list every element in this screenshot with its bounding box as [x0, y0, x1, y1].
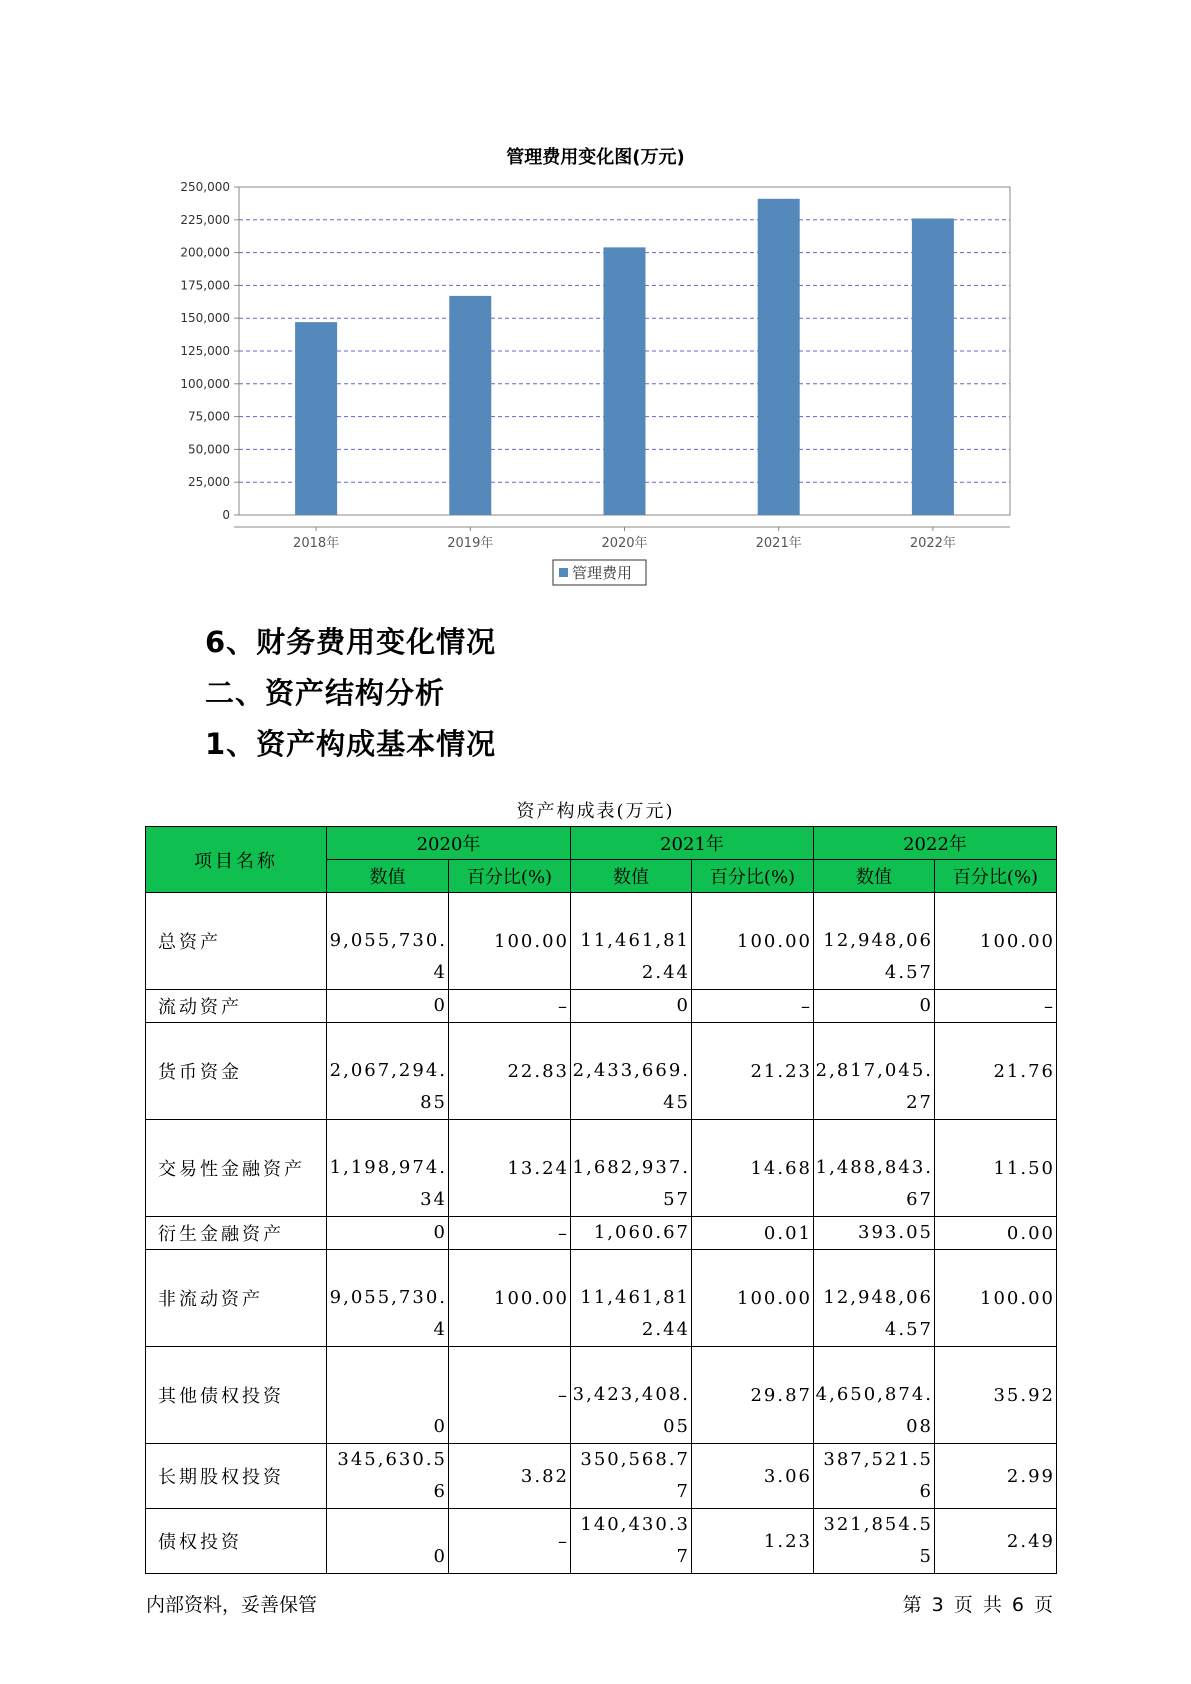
value-cell: 0 — [327, 1509, 449, 1574]
percent-cell: 2.49 — [935, 1509, 1057, 1574]
percent-cell: 2.99 — [935, 1444, 1057, 1509]
header-value: 数值 — [814, 860, 935, 893]
percent-cell: – — [449, 990, 571, 1023]
bar — [449, 296, 491, 515]
header-percent: 百分比(%) — [692, 860, 814, 893]
percent-cell: 100.00 — [935, 893, 1057, 990]
y-tick-label: 200,000 — [180, 245, 230, 260]
table-row — [146, 893, 1057, 990]
percent-cell: 14.68 — [692, 1120, 814, 1217]
legend-label: 管理费用 — [572, 564, 633, 582]
percent-cell: – — [449, 1217, 571, 1250]
value-cell: 1,488,843.67 — [814, 1120, 935, 1217]
value-cell: 12,948,064.57 — [814, 893, 935, 990]
bar — [912, 218, 954, 515]
row-label: 债权投资 — [146, 1509, 327, 1574]
header-year-2021: 2021年 — [571, 827, 814, 860]
value-cell: 3,423,408.05 — [571, 1347, 692, 1444]
row-label: 衍生金融资产 — [146, 1217, 327, 1250]
table-row — [146, 1023, 1057, 1120]
section-heading-asset-structure: 二、资产结构分析 — [205, 676, 446, 710]
y-tick-label: 175,000 — [180, 278, 230, 293]
x-tick-label: 2020年 — [601, 536, 648, 551]
header-value: 数值 — [571, 860, 692, 893]
percent-cell: 13.24 — [449, 1120, 571, 1217]
bar — [604, 247, 646, 515]
value-cell: 350,568.77 — [571, 1444, 692, 1509]
value-cell: 11,461,812.44 — [571, 893, 692, 990]
section-heading-finance-cost: 6、财务费用变化情况 — [205, 625, 497, 659]
percent-cell: 11.50 — [935, 1120, 1057, 1217]
value-cell: 0 — [327, 1347, 449, 1444]
percent-cell: 0.01 — [692, 1217, 814, 1250]
x-tick-label: 2021年 — [755, 536, 802, 551]
y-tick-label: 50,000 — [188, 442, 230, 457]
bar — [295, 322, 337, 515]
y-tick-label: 250,000 — [180, 180, 230, 194]
value-cell: 2,817,045.27 — [814, 1023, 935, 1120]
percent-cell: 0.00 — [935, 1217, 1057, 1250]
row-label: 货币资金 — [146, 1023, 327, 1120]
x-tick-label: 2019年 — [447, 536, 494, 551]
percent-cell: – — [935, 990, 1057, 1023]
bar-chart — [0, 0, 1191, 600]
table-row — [146, 1217, 1057, 1250]
value-cell: 9,055,730.4 — [327, 1250, 449, 1347]
footer-confidential-note: 内部资料，妥善保管 — [146, 1594, 318, 1616]
x-tick-label: 2022年 — [909, 536, 956, 551]
value-cell: 2,067,294.85 — [327, 1023, 449, 1120]
y-tick-label: 150,000 — [180, 311, 230, 326]
footer-page-number: 第 3 页 共 6 页 — [902, 1594, 1053, 1616]
value-cell: 12,948,064.57 — [814, 1250, 935, 1347]
percent-cell: 100.00 — [449, 1250, 571, 1347]
percent-cell: 100.00 — [449, 893, 571, 990]
percent-cell: – — [692, 990, 814, 1023]
value-cell: 1,060.67 — [571, 1217, 692, 1250]
percent-cell: 21.76 — [935, 1023, 1057, 1120]
value-cell: 1,682,937.57 — [571, 1120, 692, 1217]
y-tick-label: 225,000 — [180, 212, 230, 227]
value-cell: 4,650,874.08 — [814, 1347, 935, 1444]
value-cell: 2,433,669.45 — [571, 1023, 692, 1120]
header-percent: 百分比(%) — [449, 860, 571, 893]
value-cell: 9,055,730.4 — [327, 893, 449, 990]
chart-title: 管理费用变化图(万元) — [506, 147, 685, 168]
x-tick-label: 2018年 — [293, 536, 340, 551]
value-cell: 11,461,812.44 — [571, 1250, 692, 1347]
table-caption: 资产构成表(万元) — [516, 801, 675, 822]
row-label: 非流动资产 — [146, 1250, 327, 1347]
row-label: 长期股权投资 — [146, 1444, 327, 1509]
value-cell: 0 — [327, 1217, 449, 1250]
table-row — [146, 1347, 1057, 1444]
row-label: 交易性金融资产 — [146, 1120, 327, 1217]
asset-composition-table — [145, 826, 1057, 1574]
y-tick-label: 25,000 — [188, 475, 230, 490]
percent-cell: 29.87 — [692, 1347, 814, 1444]
section-heading-asset-composition: 1、资产构成基本情况 — [205, 727, 497, 761]
percent-cell: 3.82 — [449, 1444, 571, 1509]
table-row — [146, 990, 1057, 1023]
percent-cell: 22.83 — [449, 1023, 571, 1120]
table-row — [146, 1444, 1057, 1509]
percent-cell: 100.00 — [692, 893, 814, 990]
percent-cell: 100.00 — [935, 1250, 1057, 1347]
table-row — [146, 1120, 1057, 1217]
percent-cell: – — [449, 1347, 571, 1444]
row-label: 其他债权投资 — [146, 1347, 327, 1444]
percent-cell: – — [449, 1509, 571, 1574]
value-cell: 387,521.56 — [814, 1444, 935, 1509]
y-tick-label: 125,000 — [180, 344, 230, 358]
value-cell: 321,854.55 — [814, 1509, 935, 1574]
value-cell: 0 — [814, 990, 935, 1023]
row-label: 流动资产 — [146, 990, 327, 1023]
value-cell: 0 — [571, 990, 692, 1023]
header-percent: 百分比(%) — [935, 860, 1057, 893]
percent-cell: 1.23 — [692, 1509, 814, 1574]
percent-cell: 3.06 — [692, 1444, 814, 1509]
y-tick-label: 100,000 — [180, 376, 230, 391]
percent-cell: 100.00 — [692, 1250, 814, 1347]
header-year-2020: 2020年 — [327, 827, 571, 860]
percent-cell: 21.23 — [692, 1023, 814, 1120]
header-item-name: 项目名称 — [146, 827, 327, 893]
y-tick-label: 0 — [222, 508, 230, 522]
value-cell: 393.05 — [814, 1217, 935, 1250]
value-cell: 140,430.37 — [571, 1509, 692, 1574]
value-cell: 1,198,974.34 — [327, 1120, 449, 1217]
header-value: 数值 — [327, 860, 449, 893]
legend-swatch — [559, 568, 568, 577]
table-row — [146, 1250, 1057, 1347]
row-label: 总资产 — [146, 893, 327, 990]
bar — [758, 199, 800, 515]
value-cell: 345,630.56 — [327, 1444, 449, 1509]
header-year-2022: 2022年 — [814, 827, 1057, 860]
percent-cell: 35.92 — [935, 1347, 1057, 1444]
y-tick-label: 75,000 — [188, 409, 230, 424]
table-row — [146, 1509, 1057, 1574]
value-cell: 0 — [327, 990, 449, 1023]
